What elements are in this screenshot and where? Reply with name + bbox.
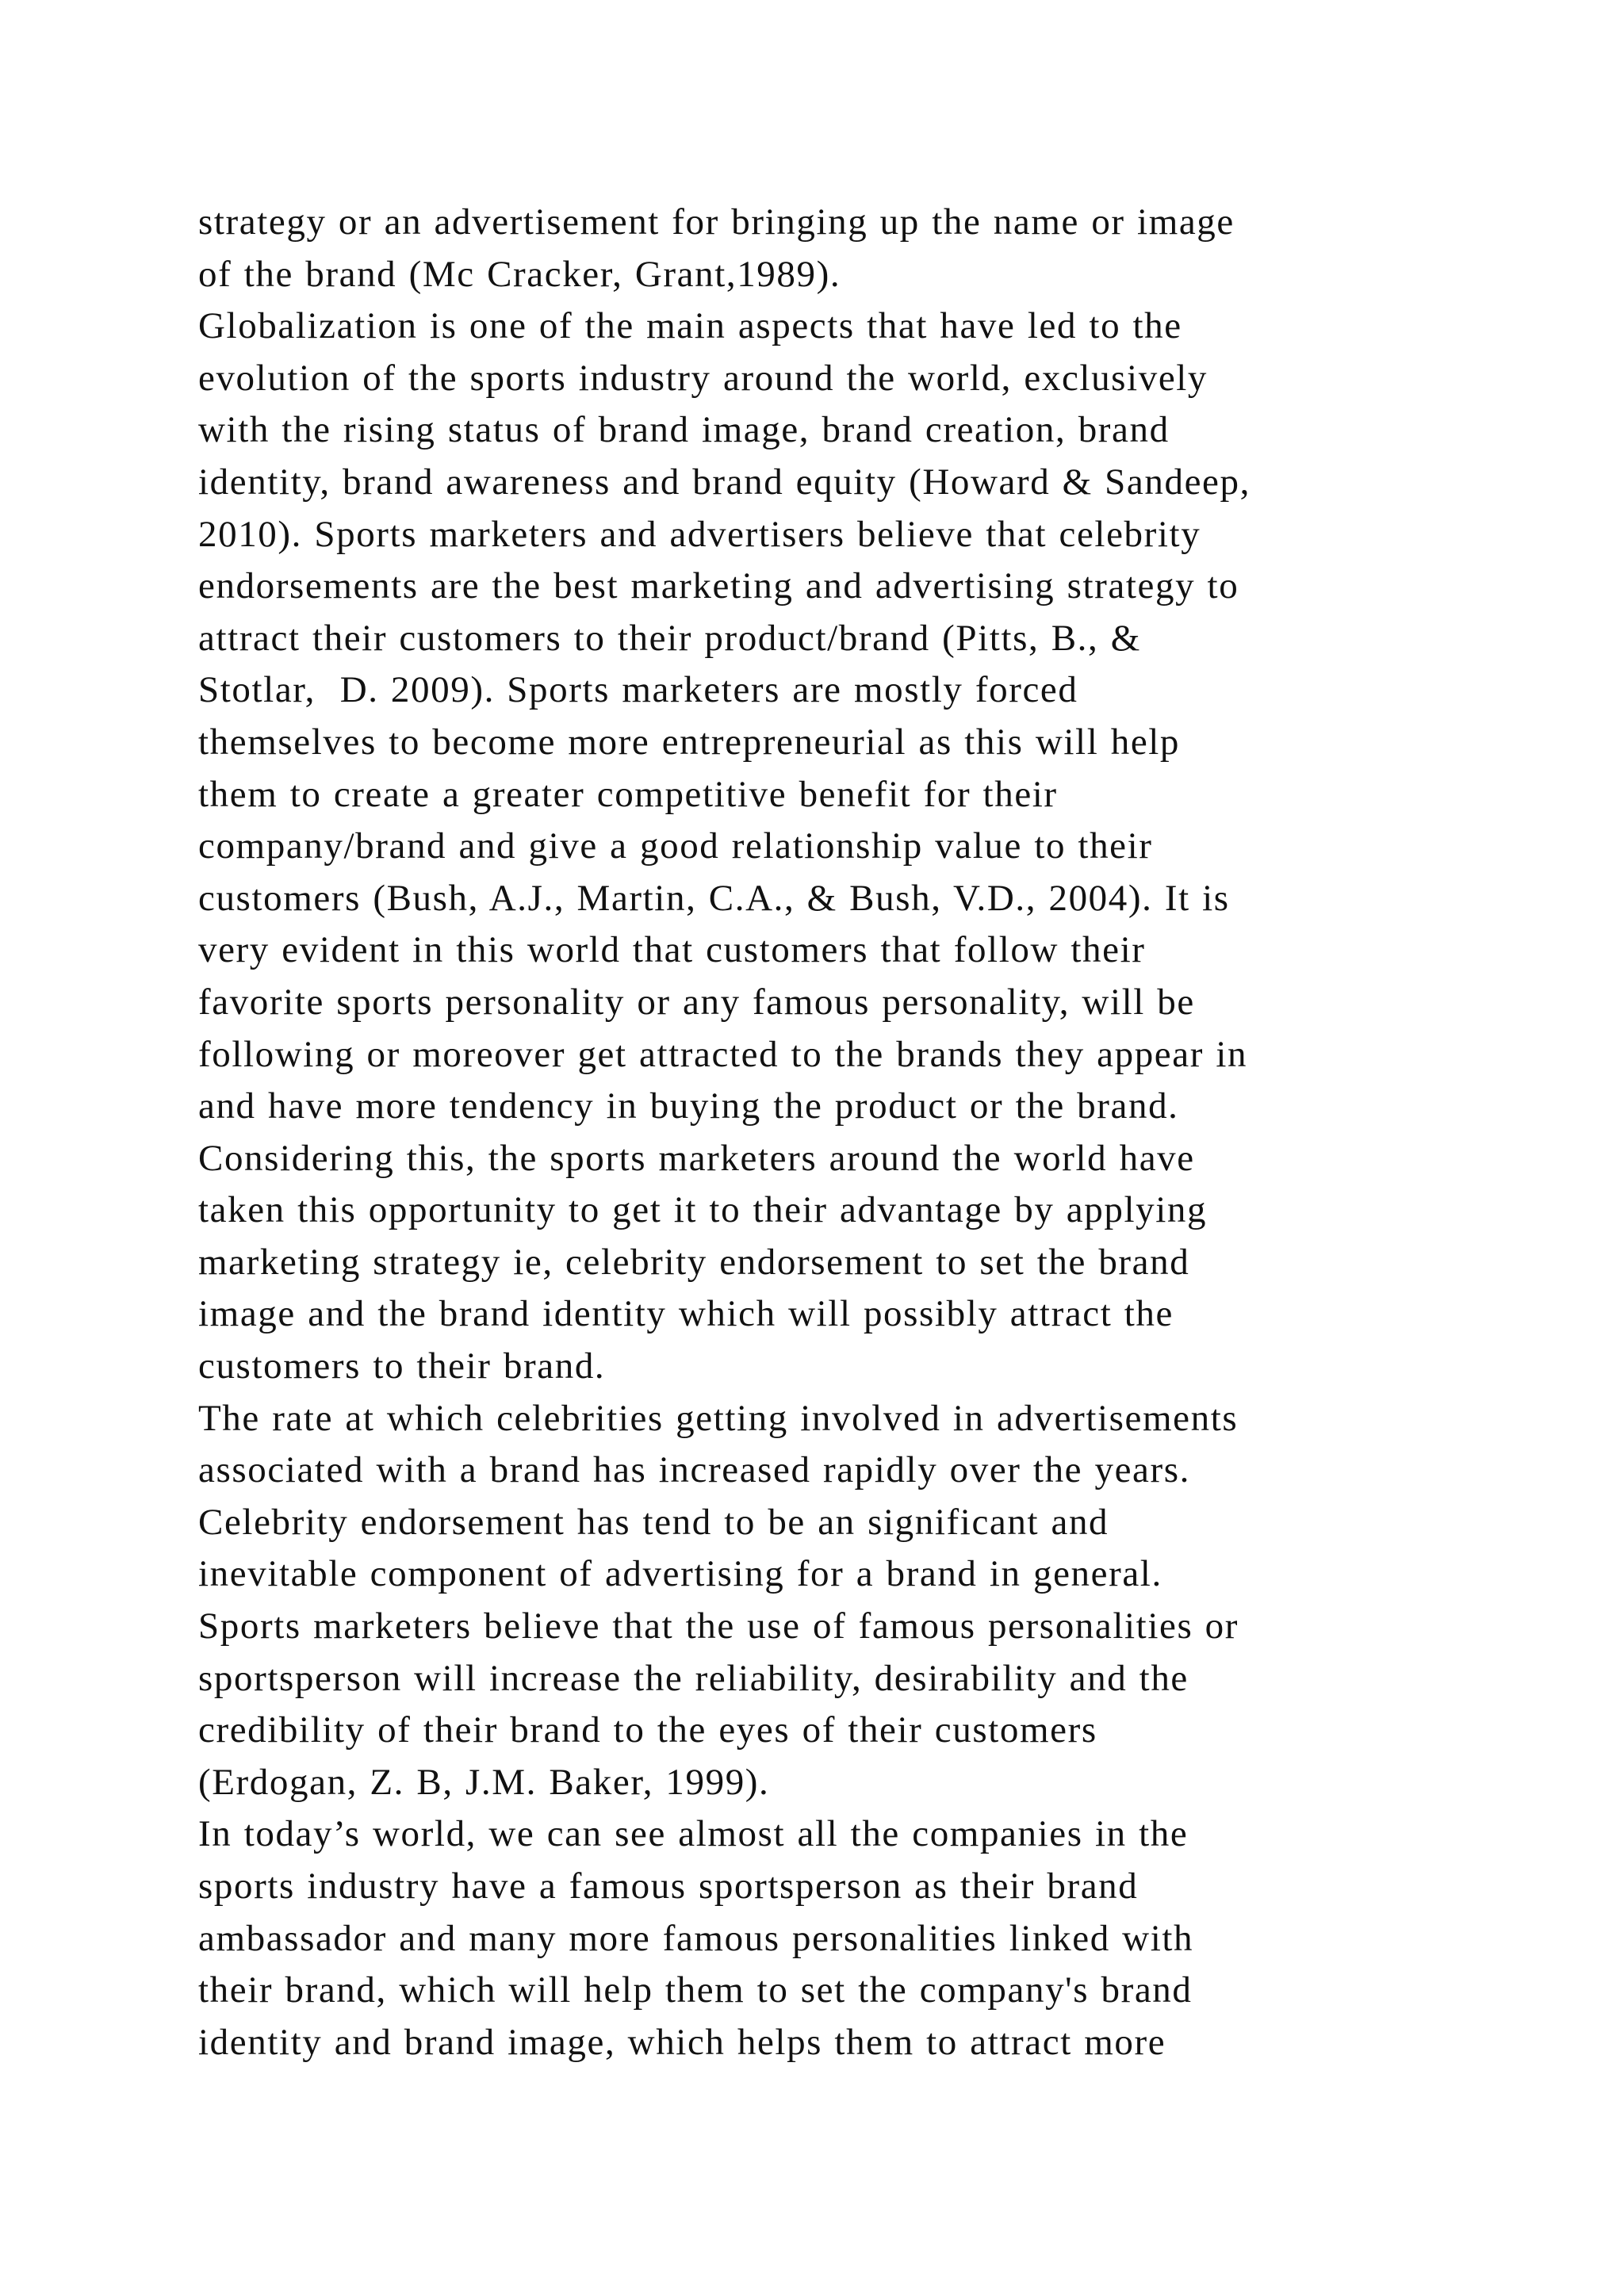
- text-line: Celebrity endorsement has tend to be an significant and: [198, 1501, 1109, 1543]
- text-line: endorsements are the best marketing and advertising strategy to: [198, 565, 1239, 607]
- text-line: customers (Bush, A.J., Martin, C.A., & Bush, V.D., 2004). It is: [198, 877, 1230, 919]
- text-line: favorite sports personality or any famous personality, will be: [198, 981, 1195, 1023]
- text-line: inevitable component of advertising for a brand in general.: [198, 1553, 1162, 1595]
- body-text: [198, 197, 1499, 2068]
- text-line: very evident in this world that customers that follow their: [198, 929, 1146, 971]
- text-line: ambassador and many more famous personalities linked with: [198, 1917, 1194, 1959]
- text-line: 2010). Sports marketers and advertisers believe that celebrity: [198, 513, 1201, 555]
- text-line: credibility of their brand to the eyes of their customers: [198, 1709, 1097, 1751]
- text-line: Considering this, the sports marketers around the world have: [198, 1137, 1195, 1179]
- text-line: Sports marketers believe that the use of famous personalities or: [198, 1605, 1239, 1647]
- text-line: company/brand and give a good relationship value to their: [198, 825, 1153, 867]
- text-line: attract their customers to their product/brand (Pitts, B., &: [198, 617, 1141, 659]
- text-line: Stotlar, D. 2009). Sports marketers are mostly forced: [198, 669, 1078, 711]
- text-line: evolution of the sports industry around the world, exclusively: [198, 357, 1208, 399]
- text-line: customers to their brand.: [198, 1345, 606, 1387]
- text-line: following or moreover get attracted to the brands they appear in: [198, 1033, 1248, 1075]
- text-line: of the brand (Mc Cracker, Grant,1989).: [198, 253, 841, 295]
- text-line: identity and brand image, which helps them to attract more: [198, 2021, 1166, 2063]
- text-line: with the rising status of brand image, brand creation, brand: [198, 409, 1170, 451]
- text-line: image and the brand identity which will possibly attract the: [198, 1293, 1174, 1335]
- text-line: associated with a brand has increased rapidly over the years.: [198, 1449, 1190, 1491]
- text-line: sportsperson will increase the reliability, desirability and the: [198, 1657, 1189, 1699]
- text-line: themselves to become more entrepreneurial as this will help: [198, 721, 1181, 763]
- text-line: sports industry have a famous sportsperson as their brand: [198, 1866, 1139, 1907]
- text-line: (Erdogan, Z. B, J.M. Baker, 1999).: [198, 1761, 770, 1803]
- text-line: identity, brand awareness and brand equity (Howard & Sandeep,: [198, 461, 1251, 503]
- text-line: Globalization is one of the main aspects that have led to the: [198, 305, 1182, 347]
- text-line: their brand, which will help them to set the company's brand: [198, 1969, 1193, 2011]
- text-line: In today’s world, we can see almost all the companies in the: [198, 1813, 1189, 1855]
- text-line: marketing strategy ie, celebrity endorsement to set the brand: [198, 1241, 1190, 1283]
- text-line: The rate at which celebrities getting involved in advertisements: [198, 1397, 1239, 1439]
- text-line: taken this opportunity to get it to their advantage by applying: [198, 1189, 1208, 1231]
- text-line: strategy or an advertisement for bringing up the name or image: [198, 201, 1235, 243]
- text-line: them to create a greater competitive benefit for their: [198, 773, 1058, 815]
- text-line: and have more tendency in buying the product or the brand.: [198, 1085, 1179, 1127]
